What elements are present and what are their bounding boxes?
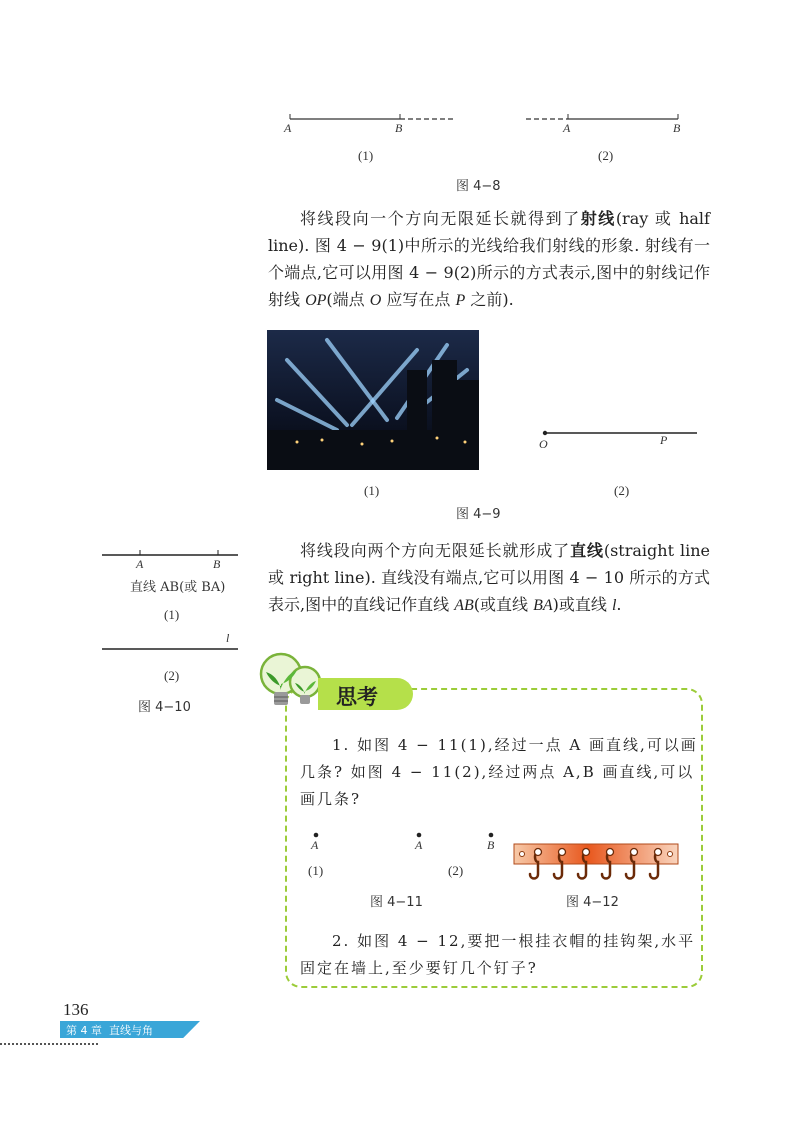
fig48-sub-2: (2) [598,148,614,163]
fig48-label-a2: A [563,121,571,135]
fig49-sub-1: (1) [364,483,380,498]
fig410-sub-2: (2) [164,668,180,683]
footer-dotted-rule [0,1043,98,1045]
think-question-2: 2. 如图 4 − 12,要把一根挂衣帽的挂钩架,水平固定在墙上,至少要钉几个钉子? [300,932,696,977]
label-o: O [539,437,548,451]
page-number: 136 [63,1000,89,1019]
light-beams-photo [267,330,479,470]
lightbulb-icon [255,648,327,716]
fig411-sub-1: (1) [308,863,324,878]
term-ray: 射线 [580,209,616,228]
fig410-line-name: 直线 AB(或 BA) [130,580,226,595]
fig48-label-b1: B [395,121,403,135]
paragraph-ray: 将线段向一个方向无限延长就得到了射线(ray 或 half line). 图 4 − 9(1)中所示的光线给我们射线的形象. 射线有一个端点,它可以用图 4 − 9(2)所示的方式表示,图中的射线记作射线 OP(端点 O 应写在点 P 之前). [268,209,710,309]
fig48-label-a1: A [284,121,292,135]
fig410-sub-1: (1) [164,607,180,622]
fig49-sub-2: (2) [614,483,630,498]
figure-4-8-diagram [280,110,700,140]
fig48-label-b2: B [673,121,681,135]
fig49-caption: 图 4−9 [456,507,501,522]
fig411-caption: 图 4−11 [370,895,423,910]
fig411-sub-2: (2) [448,863,464,878]
hook-rack-illustration [512,842,682,884]
ray-op-diagram [535,425,705,445]
fig410-label-a: A [136,557,144,571]
fig410-label-b: B [213,557,221,571]
fig48-caption: 图 4−8 [456,179,501,194]
chapter-label: 第 4 章 直线与角 [66,1024,153,1037]
fig411-label-b2: B [487,838,495,852]
think-title: 思考 [336,685,378,709]
paragraph-straight-line: 将线段向两个方向无限延长就形成了直线(straight line 或 right line). 直线没有端点,它可以用图 4 − 10 所示的方式表示,图中的直线记作直线 AB(或直线 BA)或直线 l. [268,541,710,614]
fig410-label-l: l [226,631,230,645]
figure-4-11-points [300,828,510,848]
fig411-label-a2: A [415,838,423,852]
think-question-1: 1. 如图 4 − 11(1),经过一点 A 画直线,可以画几条? 如图 4 − 11(2),经过两点 A,B 画直线,可以画几条? [300,736,698,808]
fig48-sub-1: (1) [358,148,374,163]
label-p: P [660,433,668,447]
fig412-caption: 图 4−12 [566,895,619,910]
term-straight-line: 直线 [570,541,604,560]
fig410-caption: 图 4−10 [138,700,191,715]
fig411-label-a1: A [311,838,319,852]
